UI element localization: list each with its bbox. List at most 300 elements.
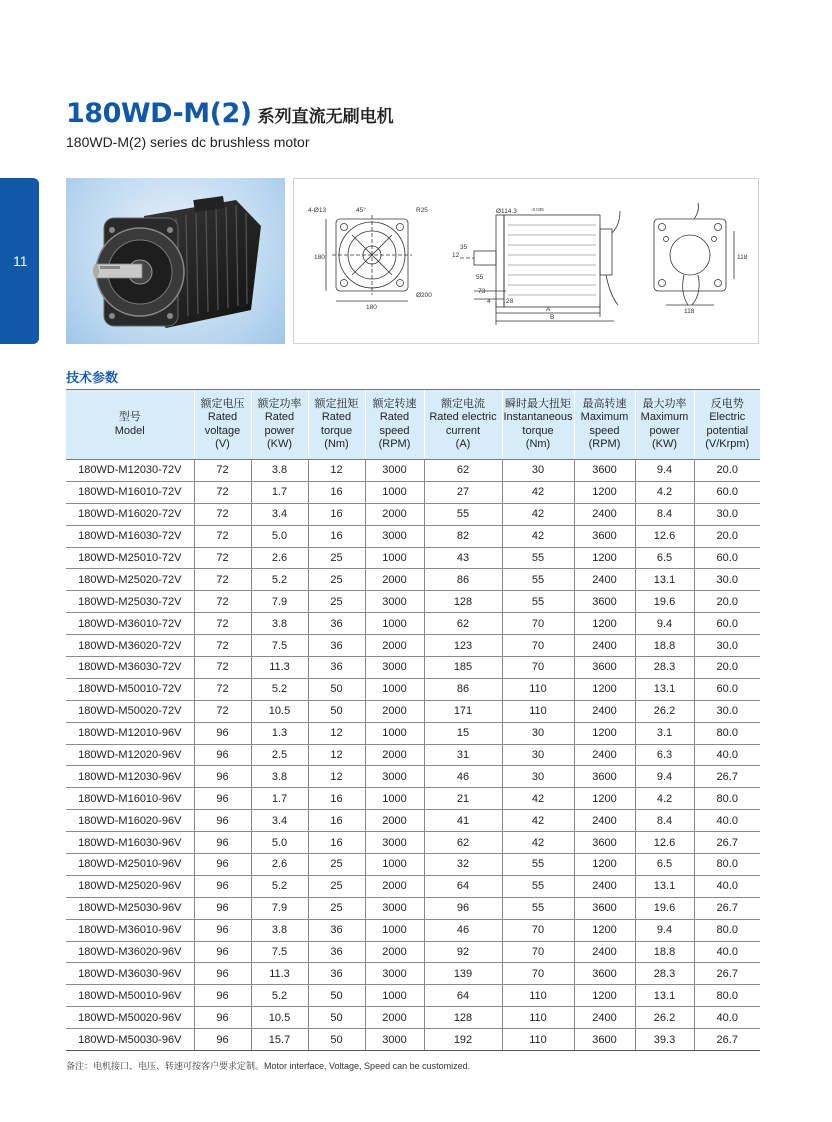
value-cell: 5.0 [251, 832, 308, 854]
value-cell: 72 [194, 569, 251, 591]
value-cell: 25 [308, 569, 365, 591]
dim-spigot: Ø114.3 [496, 208, 517, 215]
value-cell: 15.7 [251, 1029, 308, 1051]
column-header-line: 最高转速 [582, 397, 627, 410]
value-cell: 128 [424, 1007, 502, 1029]
value-cell: 70 [502, 919, 574, 941]
value-cell: 30.0 [694, 503, 760, 525]
value-cell: 16 [308, 481, 365, 503]
column-header-line: current [445, 424, 481, 437]
value-cell: 36 [308, 635, 365, 657]
value-cell: 7.9 [251, 897, 308, 919]
value-cell: 2400 [574, 810, 635, 832]
value-cell: 86 [424, 678, 502, 700]
value-cell: 42 [502, 525, 574, 547]
value-cell: 11.3 [251, 963, 308, 985]
value-cell: 1.7 [251, 481, 308, 503]
value-cell: 192 [424, 1029, 502, 1051]
value-cell: 96 [194, 1007, 251, 1029]
value-cell: 70 [502, 941, 574, 963]
value-cell: 2400 [574, 503, 635, 525]
value-cell: 60.0 [694, 481, 760, 503]
value-cell: 1000 [365, 854, 424, 876]
value-cell: 42 [502, 503, 574, 525]
value-cell: 171 [424, 700, 502, 722]
model-cell: 180WD-M16030-96V [66, 832, 194, 854]
model-cell: 180WD-M12010-96V [66, 722, 194, 744]
value-cell: 62 [424, 460, 502, 482]
value-cell: 1200 [574, 613, 635, 635]
model-cell: 180WD-M36020-96V [66, 941, 194, 963]
value-cell: 42 [502, 832, 574, 854]
column-header [694, 390, 760, 460]
value-cell: 72 [194, 657, 251, 679]
value-cell: 7.5 [251, 941, 308, 963]
value-cell: 13.1 [635, 569, 694, 591]
value-cell: 46 [424, 919, 502, 941]
model-cell: 180WD-M50020-96V [66, 1007, 194, 1029]
value-cell: 26.7 [694, 832, 760, 854]
dim-73: 73 [478, 288, 486, 295]
value-cell: 9.4 [635, 613, 694, 635]
value-cell: 110 [502, 678, 574, 700]
column-header-line: 型号 [118, 411, 141, 423]
column-header-line: potential [706, 424, 749, 437]
value-cell: 2000 [365, 744, 424, 766]
value-cell: 12 [308, 460, 365, 482]
title-chinese: 系列直流无刷电机 [257, 107, 394, 127]
model-cell: 180WD-M36010-96V [66, 919, 194, 941]
value-cell: 60.0 [694, 678, 760, 700]
value-cell: 1000 [365, 722, 424, 744]
value-cell: 3.4 [251, 810, 308, 832]
page-number: 11 [13, 253, 28, 269]
page-title [66, 98, 394, 129]
value-cell: 12 [308, 722, 365, 744]
column-header-line: 最大功率 [642, 397, 687, 410]
value-cell: 96 [194, 1029, 251, 1051]
table-row [66, 941, 760, 963]
value-cell: 3600 [574, 525, 635, 547]
value-cell: 26.7 [694, 963, 760, 985]
value-cell: 3000 [365, 591, 424, 613]
value-cell: 5.0 [251, 525, 308, 547]
model-cell: 180WD-M36030-72V [66, 657, 194, 679]
value-cell: 2.5 [251, 744, 308, 766]
model-cell: 180WD-M16020-96V [66, 810, 194, 832]
value-cell: 72 [194, 460, 251, 482]
value-cell: 18.8 [635, 941, 694, 963]
column-header-line: speed [589, 424, 620, 437]
column-header-line: torque [522, 424, 554, 437]
value-cell: 16 [308, 810, 365, 832]
column-header [502, 390, 574, 460]
value-cell: 26.7 [694, 766, 760, 788]
value-cell: 25 [308, 547, 365, 569]
value-cell: 2400 [574, 941, 635, 963]
value-cell: 6.5 [635, 854, 694, 876]
value-cell: 3600 [574, 897, 635, 919]
value-cell: 5.2 [251, 678, 308, 700]
value-cell: 1000 [365, 678, 424, 700]
model-cell: 180WD-M50020-72V [66, 700, 194, 722]
dim-angle: 45° [356, 207, 366, 214]
value-cell: 3000 [365, 525, 424, 547]
value-cell: 27 [424, 481, 502, 503]
value-cell: 40.0 [694, 1007, 760, 1029]
value-cell: 3600 [574, 591, 635, 613]
value-cell: 10.5 [251, 1007, 308, 1029]
value-cell: 9.4 [635, 766, 694, 788]
value-cell: 1200 [574, 985, 635, 1007]
value-cell: 28.3 [635, 963, 694, 985]
value-cell: 42 [502, 810, 574, 832]
value-cell: 7.5 [251, 635, 308, 657]
value-cell: 28.3 [635, 657, 694, 679]
column-header-line: torque [320, 424, 353, 437]
value-cell: 96 [194, 788, 251, 810]
value-cell: 3600 [574, 766, 635, 788]
value-cell: 55 [502, 569, 574, 591]
value-cell: 80.0 [694, 854, 760, 876]
value-cell: 3000 [365, 766, 424, 788]
value-cell: 110 [502, 1029, 574, 1051]
value-cell: 30 [502, 744, 574, 766]
value-cell: 62 [424, 613, 502, 635]
value-cell: 139 [424, 963, 502, 985]
page-number-tab [0, 178, 39, 344]
model-cell: 180WD-M36020-72V [66, 635, 194, 657]
value-cell: 72 [194, 481, 251, 503]
value-cell: 60.0 [694, 547, 760, 569]
value-cell: 96 [194, 897, 251, 919]
value-cell: 40.0 [694, 875, 760, 897]
value-cell: 3000 [365, 897, 424, 919]
value-cell: 82 [424, 525, 502, 547]
value-cell: 1000 [365, 547, 424, 569]
table-row [66, 1007, 760, 1029]
model-cell: 180WD-M25010-96V [66, 854, 194, 876]
value-cell: 42 [502, 481, 574, 503]
table-row [66, 722, 760, 744]
column-header [424, 390, 502, 460]
value-cell: 3600 [574, 657, 635, 679]
dim-B: B [550, 314, 555, 321]
value-cell: 20.0 [694, 591, 760, 613]
value-cell: 1200 [574, 722, 635, 744]
value-cell: 72 [194, 678, 251, 700]
value-cell: 1000 [365, 481, 424, 503]
value-cell: 3.8 [251, 460, 308, 482]
dim-35: 35 [460, 244, 468, 251]
value-cell: 8.4 [635, 810, 694, 832]
column-header-line: 反电势 [710, 397, 744, 410]
dim-28: 28 [506, 298, 514, 305]
column-header-line: Instantaneous [503, 411, 573, 423]
table-row [66, 525, 760, 547]
value-cell: 13.1 [635, 875, 694, 897]
column-header [66, 390, 194, 460]
value-cell: 2000 [365, 1007, 424, 1029]
value-cell: 86 [424, 569, 502, 591]
value-cell: 5.2 [251, 985, 308, 1007]
table-row [66, 854, 760, 876]
value-cell: 2000 [365, 635, 424, 657]
value-cell: 25 [308, 591, 365, 613]
value-cell: 55 [424, 503, 502, 525]
dim-tolerance: -0.035 [531, 207, 544, 212]
value-cell: 72 [194, 591, 251, 613]
column-header-line: Model [114, 424, 145, 437]
column-header-line: (KW) [651, 438, 678, 450]
table-row [66, 657, 760, 679]
value-cell: 3000 [365, 963, 424, 985]
value-cell: 2000 [365, 875, 424, 897]
value-cell: 1200 [574, 854, 635, 876]
column-header-line: Rated electric [429, 411, 497, 423]
value-cell: 55 [502, 875, 574, 897]
value-cell: 96 [194, 810, 251, 832]
model-cell: 180WD-M16010-96V [66, 788, 194, 810]
table-row [66, 919, 760, 941]
value-cell: 43 [424, 547, 502, 569]
value-cell: 96 [194, 963, 251, 985]
model-cell: 180WD-M12030-72V [66, 460, 194, 482]
value-cell: 1200 [574, 788, 635, 810]
column-header [308, 390, 365, 460]
value-cell: 26.2 [635, 1007, 694, 1029]
value-cell: 36 [308, 657, 365, 679]
column-header [574, 390, 635, 460]
value-cell: 96 [194, 744, 251, 766]
value-cell: 3.8 [251, 919, 308, 941]
value-cell: 26.2 [635, 700, 694, 722]
value-cell: 39.3 [635, 1029, 694, 1051]
table-row [66, 985, 760, 1007]
value-cell: 36 [308, 919, 365, 941]
dimension-drawing [293, 178, 759, 344]
value-cell: 36 [308, 963, 365, 985]
dim-width: 180 [366, 304, 377, 311]
column-header-line: Maximum [580, 411, 629, 423]
value-cell: 96 [194, 875, 251, 897]
value-cell: 96 [424, 897, 502, 919]
column-header-line: (V/Krpm) [705, 438, 750, 450]
value-cell: 25 [308, 897, 365, 919]
value-cell: 80.0 [694, 985, 760, 1007]
column-header-line: Rated [207, 411, 238, 423]
value-cell: 72 [194, 635, 251, 657]
model-cell: 180WD-M25030-96V [66, 897, 194, 919]
value-cell: 2400 [574, 700, 635, 722]
value-cell: 13.1 [635, 678, 694, 700]
value-cell: 110 [502, 1007, 574, 1029]
value-cell: 3.1 [635, 722, 694, 744]
value-cell: 15 [424, 722, 502, 744]
table-row [66, 832, 760, 854]
value-cell: 123 [424, 635, 502, 657]
value-cell: 36 [308, 941, 365, 963]
table-row [66, 678, 760, 700]
model-cell: 180WD-M16020-72V [66, 503, 194, 525]
model-cell: 180WD-M25010-72V [66, 547, 194, 569]
table-row [66, 635, 760, 657]
dimension-drawing-svg [294, 179, 760, 345]
column-header [194, 390, 251, 460]
table-row [66, 963, 760, 985]
value-cell: 42 [502, 788, 574, 810]
column-header [251, 390, 308, 460]
value-cell: 2.6 [251, 854, 308, 876]
value-cell: 40.0 [694, 744, 760, 766]
table-row [66, 1029, 760, 1051]
column-header-line: voltage [204, 424, 241, 437]
column-header-line: (RPM) [378, 438, 411, 450]
table-row [66, 569, 760, 591]
value-cell: 30 [502, 460, 574, 482]
value-cell: 6.5 [635, 547, 694, 569]
value-cell: 2400 [574, 1007, 635, 1029]
column-header-line: (Nm) [525, 438, 551, 450]
dim-height: 180 [314, 254, 325, 261]
value-cell: 3600 [574, 460, 635, 482]
value-cell: 20.0 [694, 657, 760, 679]
value-cell: 19.6 [635, 591, 694, 613]
page-subtitle: 180WD-M(2) series dc brushless motor [66, 134, 310, 150]
dim-118-vertical: 118 [737, 254, 748, 261]
value-cell: 7.9 [251, 591, 308, 613]
model-cell: 180WD-M36010-72V [66, 613, 194, 635]
spec-table [66, 389, 760, 1051]
value-cell: 80.0 [694, 722, 760, 744]
table-row [66, 503, 760, 525]
value-cell: 20.0 [694, 525, 760, 547]
value-cell: 18.8 [635, 635, 694, 657]
motor-illustration [66, 178, 285, 344]
table-row [66, 700, 760, 722]
value-cell: 1200 [574, 481, 635, 503]
value-cell: 25 [308, 875, 365, 897]
column-header-line: (Nm) [324, 438, 349, 450]
table-row [66, 613, 760, 635]
value-cell: 62 [424, 832, 502, 854]
value-cell: 20.0 [694, 460, 760, 482]
value-cell: 2000 [365, 810, 424, 832]
model-cell: 180WD-M16010-72V [66, 481, 194, 503]
table-row [66, 810, 760, 832]
column-header-line: Rated [264, 411, 295, 423]
value-cell: 55 [502, 854, 574, 876]
value-cell: 96 [194, 766, 251, 788]
value-cell: 55 [502, 547, 574, 569]
value-cell: 50 [308, 985, 365, 1007]
column-header-line: (V) [215, 438, 230, 450]
column-header-line: power [649, 424, 680, 437]
model-cell: 180WD-M12030-96V [66, 766, 194, 788]
value-cell: 46 [424, 766, 502, 788]
value-cell: 11.3 [251, 657, 308, 679]
value-cell: 96 [194, 941, 251, 963]
value-cell: 13.1 [635, 985, 694, 1007]
value-cell: 30 [502, 766, 574, 788]
value-cell: 96 [194, 722, 251, 744]
value-cell: 1200 [574, 919, 635, 941]
value-cell: 128 [424, 591, 502, 613]
model-cell: 180WD-M25030-72V [66, 591, 194, 613]
value-cell: 9.4 [635, 460, 694, 482]
value-cell: 16 [308, 503, 365, 525]
dim-12: 12 [452, 252, 460, 259]
column-header-line: (KW) [266, 438, 293, 450]
column-header-line: (RPM) [588, 438, 621, 450]
dim-55: 55 [476, 274, 484, 281]
table-header-row [66, 390, 760, 460]
value-cell: 80.0 [694, 919, 760, 941]
column-header-line: 额定扭矩 [314, 397, 359, 410]
table-row [66, 875, 760, 897]
value-cell: 10.5 [251, 700, 308, 722]
table-row [66, 460, 760, 482]
column-header-line: Electric [709, 411, 746, 423]
value-cell: 60.0 [694, 613, 760, 635]
value-cell: 3000 [365, 832, 424, 854]
dim-flange-dia: Ø200 [416, 292, 432, 299]
value-cell: 70 [502, 657, 574, 679]
value-cell: 1000 [365, 919, 424, 941]
value-cell: 12 [308, 766, 365, 788]
column-header-line: 额定电压 [200, 397, 245, 410]
value-cell: 96 [194, 985, 251, 1007]
column-header-line: Maximum [640, 411, 689, 423]
value-cell: 3.4 [251, 503, 308, 525]
column-header-line: 瞬时最大扭矩 [505, 397, 571, 410]
value-cell: 70 [502, 635, 574, 657]
value-cell: 9.4 [635, 919, 694, 941]
value-cell: 72 [194, 700, 251, 722]
table-row [66, 766, 760, 788]
value-cell: 21 [424, 788, 502, 810]
value-cell: 1.7 [251, 788, 308, 810]
column-header-line: Rated [379, 411, 410, 423]
value-cell: 8.4 [635, 503, 694, 525]
value-cell: 1000 [365, 788, 424, 810]
dim-hole: 4-Ø13 [308, 207, 327, 214]
value-cell: 25 [308, 854, 365, 876]
value-cell: 4.2 [635, 788, 694, 810]
value-cell: 16 [308, 832, 365, 854]
value-cell: 36 [308, 613, 365, 635]
column-header-line: Rated [321, 411, 352, 423]
value-cell: 1000 [365, 985, 424, 1007]
value-cell: 3600 [574, 963, 635, 985]
dim-radius: R25 [416, 207, 428, 214]
value-cell: 30.0 [694, 569, 760, 591]
motor-photo [66, 178, 285, 344]
column-header-line: 额定电流 [441, 397, 485, 410]
value-cell: 1200 [574, 547, 635, 569]
column-header [635, 390, 694, 460]
value-cell: 12 [308, 744, 365, 766]
value-cell: 30.0 [694, 700, 760, 722]
value-cell: 40.0 [694, 810, 760, 832]
value-cell: 3.8 [251, 766, 308, 788]
value-cell: 12.6 [635, 525, 694, 547]
value-cell: 185 [424, 657, 502, 679]
value-cell: 30.0 [694, 635, 760, 657]
value-cell: 41 [424, 810, 502, 832]
value-cell: 92 [424, 941, 502, 963]
value-cell: 2000 [365, 503, 424, 525]
